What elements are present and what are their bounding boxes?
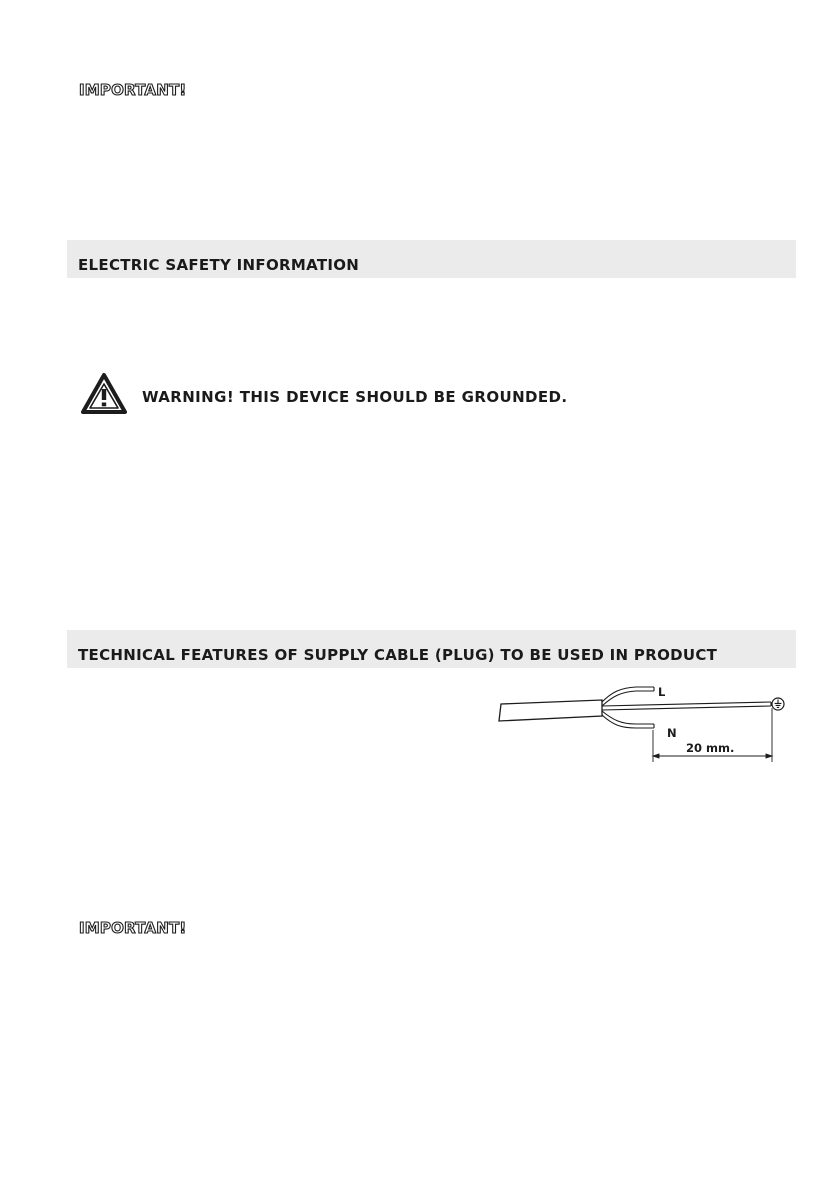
warning-text: WARNING! THIS DEVICE SHOULD BE GROUNDED. bbox=[142, 388, 568, 406]
neutral-wire bbox=[602, 711, 654, 728]
section-header-supply-cable bbox=[67, 630, 796, 668]
neutral-label: N bbox=[667, 726, 677, 740]
live-wire bbox=[602, 687, 654, 706]
important-heading: IMPORTANT! bbox=[79, 81, 187, 99]
section-header-electric-safety bbox=[67, 240, 796, 278]
ground-symbol-icon bbox=[772, 698, 784, 710]
earth-wire bbox=[602, 702, 771, 710]
section-title: ELECTRIC SAFETY INFORMATION bbox=[78, 256, 360, 274]
important-heading: IMPORTANT! bbox=[79, 919, 187, 937]
dimension-label: 20 mm. bbox=[686, 741, 735, 755]
warning-triangle-icon bbox=[80, 372, 128, 416]
live-label: L bbox=[658, 685, 666, 699]
cable-sheath bbox=[499, 700, 602, 721]
supply-cable-diagram bbox=[496, 678, 796, 774]
section-title: TECHNICAL FEATURES OF SUPPLY CABLE (PLUG) TO BE USED IN PRODUCT bbox=[78, 646, 718, 664]
